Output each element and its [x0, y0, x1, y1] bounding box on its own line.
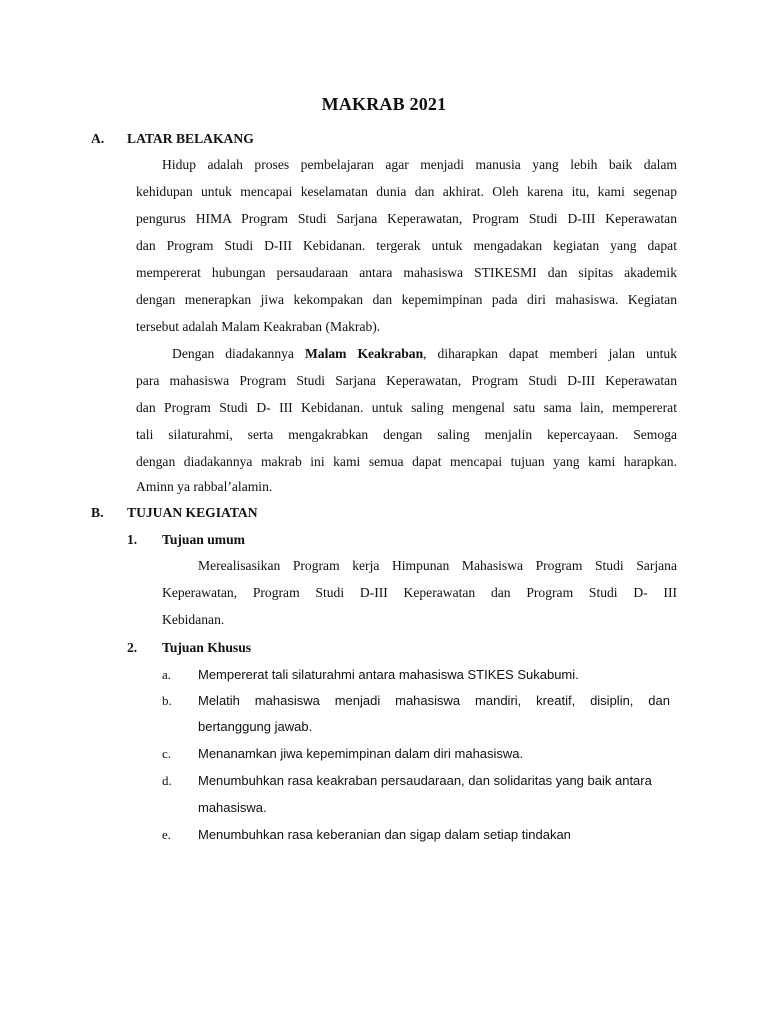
tujuan-umum-line: Kebidanan. — [162, 612, 225, 627]
list-item-text: Menumbuhkan rasa keakraban persaudaraan, dan solidaritas yang baik antara — [198, 773, 652, 788]
paragraph2-line: tali silaturahmi, serta mengakrabkan dengan saling menjalin kepercayaan. Semoga — [136, 427, 677, 442]
paragraph2-pre: Dengan diadakannya — [172, 346, 305, 361]
malam-keakraban-bold: Malam Keakraban — [304, 346, 424, 361]
section-a-heading: LATAR BELAKANG — [127, 131, 254, 146]
tujuan-umum-number: 1. — [127, 532, 138, 547]
tujuan-umum-line: Merealisasikan Program kerja Himpunan Mahasiswa Program Studi Sarjana — [198, 558, 677, 573]
tujuan-umum-line: Keperawatan, Program Studi D-III Keperawatan dan Program Studi D- III — [162, 585, 677, 600]
section-a-letter: A. — [91, 131, 105, 146]
paragraph1-line: dan Program Studi D-III Kebidanan. tergerak untuk mengadakan kegiatan yang dapat — [136, 238, 677, 253]
list-item-text: Menumbuhkan rasa keberanian dan sigap dalam setiap tindakan — [198, 827, 571, 842]
tujuan-khusus-heading: Tujuan Khusus — [162, 640, 252, 655]
paragraph2-line: para mahasiswa Program Studi Sarjana Keperawatan, Program Studi D-III Keperawatan — [136, 373, 677, 388]
section-b-letter: B. — [91, 505, 104, 520]
list-item-letter: a. — [162, 667, 172, 682]
paragraph1-line: dengan menerapkan jiwa kekompakan dan kepemimpinan pada diri mahasiswa. Kegiatan — [136, 292, 677, 307]
list-item-letter: b. — [162, 693, 172, 708]
list-item-text: Mempererat tali silaturahmi antara mahasiswa STIKES Sukabumi. — [198, 667, 579, 682]
paragraph2-line: dan Program Studi D- III Kebidanan. untuk saling mengenal satu sama lain, mempererat — [136, 400, 677, 415]
paragraph1-line: mempererat hubungan persaudaraan antara mahasiswa STIKESMI dan sipitas akademik — [136, 265, 677, 280]
tujuan-umum-heading: Tujuan umum — [162, 532, 245, 547]
paragraph2-first-line — [172, 347, 677, 361]
paragraph2-line: dengan diadakannya makrab ini kami semua dapat mencapai tujuan yang kami harapkan. — [136, 454, 677, 469]
paragraph2-post: , diharapkan dapat memberi jalan untuk — [423, 346, 678, 361]
paragraph1-line: pengurus HIMA Program Studi Sarjana Keperawatan, Program Studi D-III Keperawatan — [136, 211, 677, 226]
list-item-letter: e. — [162, 827, 172, 842]
paragraph1-line: Hidup adalah proses pembelajaran agar menjadi manusia yang lebih baik dalam — [162, 157, 677, 172]
paragraph1-line: kehidupan untuk mencapai keselamatan dunia dan akhirat. Oleh karena itu, kami segenap — [136, 184, 677, 199]
list-item-letter: c. — [162, 746, 172, 761]
list-item-text: bertanggung jawab. — [198, 719, 313, 734]
document-title: MAKRAB 2021 — [321, 94, 447, 114]
section-b-heading: TUJUAN KEGIATAN — [127, 505, 258, 520]
list-item-text: Melatih mahasiswa menjadi mahasiswa mandiri, kreatif, disiplin, dan — [198, 693, 670, 708]
paragraph1-line: tersebut adalah Malam Keakraban (Makrab). — [136, 319, 381, 334]
paragraph2-line: Aminn ya rabbal’alamin. — [136, 479, 273, 494]
list-item-text: mahasiswa. — [198, 800, 267, 815]
tujuan-khusus-number: 2. — [127, 640, 138, 655]
list-item-letter: d. — [162, 773, 172, 788]
list-item-text: Menanamkan jiwa kepemimpinan dalam diri mahasiswa. — [198, 746, 524, 761]
